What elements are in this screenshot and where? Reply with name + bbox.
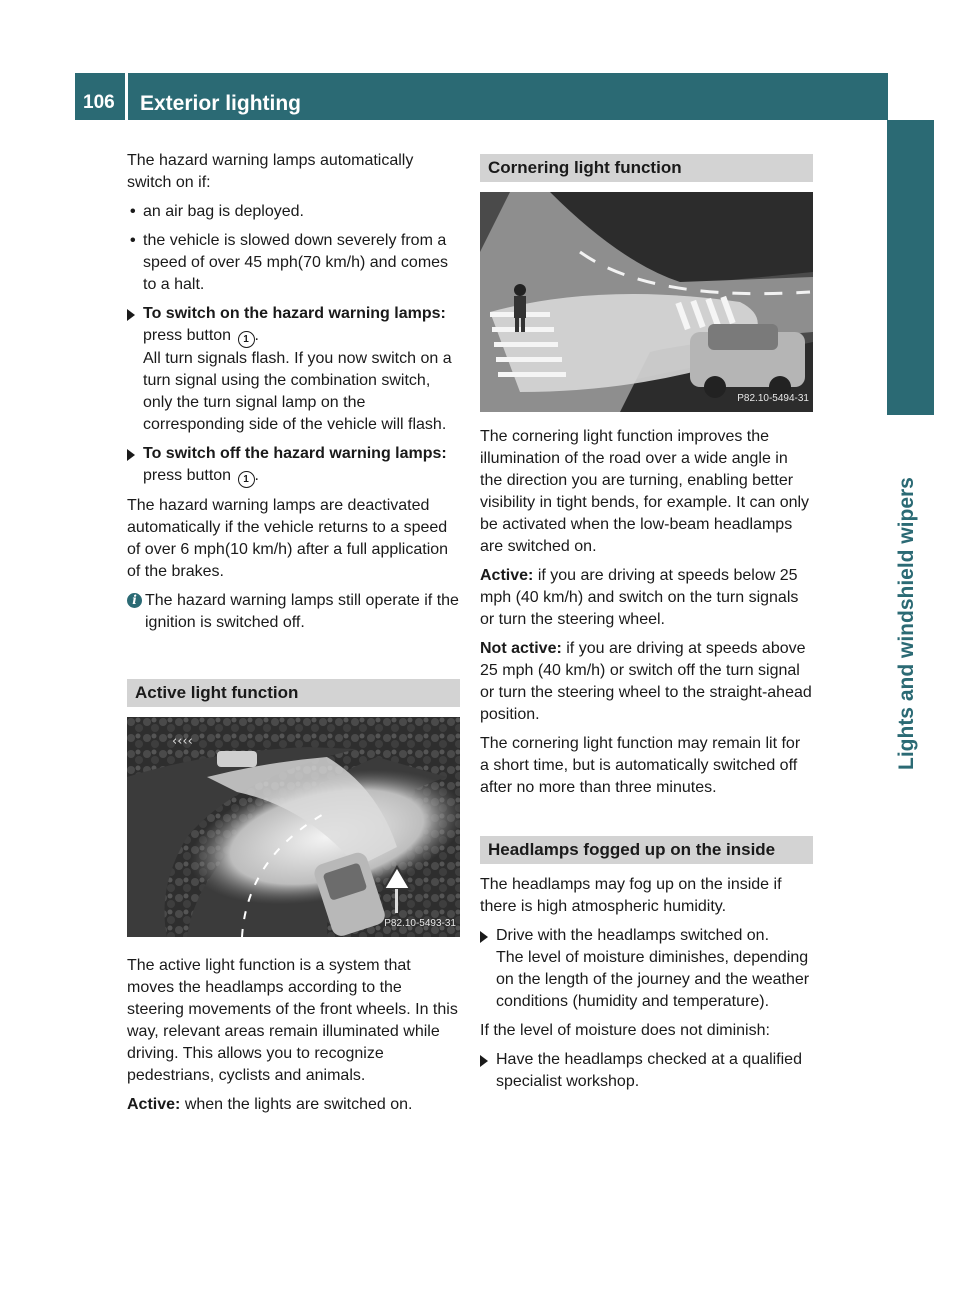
hazard-intro: The hazard warning lamps automatically switch on if: [127, 152, 414, 191]
section-heading-headlamps-fogged: Headlamps fogged up on the inside [480, 836, 813, 864]
step-detail: The level of moisture diminishes, depending on the length of the journey and the weather conditions (humidity and temperature). [496, 949, 810, 1010]
info-text: The hazard warning lamps still operate if the ignition is switched off. [145, 592, 459, 631]
side-tab [887, 120, 934, 415]
arrow-right-icon [480, 1055, 488, 1067]
cornering-description: The cornering light function improves the illumination of the road over a wide angle in the direction you are turning, enabling better visibility in tight bends, for example. It can only be activated when the low-beam headlamps are switched on. [480, 428, 810, 555]
deactivate-text: The hazard warning lamps are deactivated automatically if the vehicle returns to a speed of over 6 mph(10 km/h) after a full application of the brakes. [127, 497, 449, 580]
instruction-step: To switch on the hazard warning lamps: press button 1 . All turn signals flash. If you now switch on a turn signal using the combination switch, only the turn signal lamp on the corresponding side of the vehicle will flash. [127, 303, 460, 436]
not-active-text: if you are driving at speeds above 25 mph (40 km/h) or switch off the turn signal or turn the steering wheel to the straight-ahead position. [480, 640, 812, 723]
step-text: press button [143, 327, 232, 344]
svg-text:‹‹‹‹: ‹‹‹‹ [172, 734, 193, 749]
instruction-step: To switch off the hazard warning lamps: press button 1 . [127, 443, 460, 488]
section-heading-cornering-light: Cornering light function [480, 154, 813, 182]
cornering-light-image [480, 192, 813, 412]
step-label: To switch off the hazard warning lamps: [143, 445, 447, 462]
page-title: Exterior lighting [140, 92, 302, 115]
side-section-title [887, 415, 934, 775]
arrow-right-icon [480, 931, 488, 943]
active-label: Active: [127, 1096, 181, 1113]
not-active-label: Not active: [480, 640, 562, 657]
figure-code: P82.10-5493-31 [384, 918, 456, 929]
active-light-description: The active light function is a system that moves the headlamps according to the steering movements of the front wheels. In this way, relevant areas remain illuminated while driving. This allows you to recognize pedestrians, cyclists and animals. [127, 957, 458, 1084]
instruction-step [480, 925, 813, 1013]
cornering-active [480, 565, 813, 631]
info-note [127, 590, 460, 634]
active-text: if you are driving at speeds below 25 mph (40 km/h) and switch on the turn signals or turn the steering wheel. [480, 567, 799, 628]
step-text: press button [143, 467, 232, 484]
step-label: To switch on the hazard warning lamps: [143, 305, 446, 322]
step-detail: All turn signals flash. If you now switch on a turn signal using the combination switch, only the turn signal lamp on the corresponding side of the vehicle will flash. [143, 350, 452, 433]
left-column [127, 150, 460, 1123]
fogged-description: The headlamps may fog up on the inside if there is high atmospheric humidity. [480, 876, 782, 915]
side-section-title-text: Lights and windshield wipers [895, 477, 918, 770]
cornering-light-illustration [480, 192, 813, 412]
not-diminish-text: If the level of moisture does not diminish: [480, 1022, 770, 1039]
step-text: Have the headlamps checked at a qualified specialist workshop. [496, 1051, 802, 1090]
header-divider [125, 73, 128, 120]
cornering-not-active [480, 638, 813, 726]
figure-code: P82.10-5494-31 [737, 393, 809, 404]
arrow-right-icon [127, 309, 135, 321]
button-number-icon: 1 [238, 331, 255, 348]
active-light-illustration [127, 717, 460, 937]
car-icon [690, 324, 805, 398]
bullet-item: • an air bag is deployed. [127, 201, 460, 223]
cornering-remain-lit: The cornering light function may remain lit for a short time, but is automatically switched off after no more than three minutes. [480, 735, 801, 796]
active-light-condition [127, 1094, 460, 1116]
bullet-item: • the vehicle is slowed down severely from a speed of over 45 mph(70 km/h) and comes to a halt. [127, 230, 460, 296]
active-label: Active: [480, 567, 534, 584]
page-number: 106 [83, 92, 115, 113]
instruction-step [480, 1049, 813, 1093]
arrow-right-icon [127, 449, 135, 461]
right-column [480, 154, 813, 1100]
section-heading-active-light: Active light function [127, 679, 460, 707]
info-icon: i [127, 593, 142, 608]
button-number-icon: 1 [238, 471, 255, 488]
active-text: when the lights are switched on. [184, 1096, 413, 1113]
active-light-image [127, 717, 460, 937]
step-text: Drive with the headlamps switched on. [496, 927, 770, 944]
